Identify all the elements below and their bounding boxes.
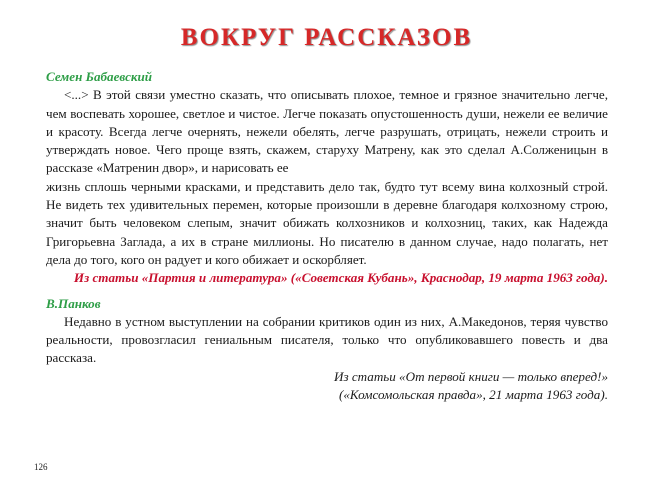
article-body	[46, 68, 608, 404]
source-citation: («Комсомольская правда», 21 марта 1963 года).	[339, 387, 608, 403]
page-number: 126	[34, 462, 48, 472]
page-title: ВОКРУГ РАССКАЗОВ	[180, 24, 473, 51]
paragraph: Недавно в устном выступлении на собрании критиков один из них, А.Македонов, теряя чувство реальности, провозгласил гениальным писателя, только что опубликовавшего повесть и два рассказа.	[46, 313, 608, 366]
author-name: Семен Бабаевский	[46, 69, 153, 84]
author-name: В.Панков	[46, 295, 101, 311]
paragraph: жизнь сплошь черными красками, и представить дело так, будто тут всему вина колхозный строй. Не видеть тех удивительных перемен, которые произошли в деревне благодаря колхозному строю, значит быть человеком слепым, значит обижать колхозников и колхозниц, таких, как Надежда Григорьевна Заглада, а их в стране миллионы. Но писателю в данном случае, надо полагать, нет дела до того, кого он радует и кого обижает и оскорбляет.	[46, 178, 608, 267]
source-citation: Из статьи «Партия и литература» («Советская Кубань», Краснодар, 19 марта 1963 года).	[73, 270, 608, 286]
paragraph: <...> В этой связи уместно сказать, что описывать плохое, темное и грязное значительно легче, чем воспевать хорошее, светлое и чистое. Легче показать опустошенность души, нежели ее величие и красоту. Всегда легче очернять, нежели обелять, легче разрушать, отрицать, нежели строить и утверждать новое. Чего проще взять, скажем, старуху Матрену, как это сделал А.Солженицын в рассказе «Матренин двор», и нарисовать ее	[46, 87, 608, 176]
source-citation: Из статьи «От первой книги — только вперед!»	[334, 368, 608, 384]
